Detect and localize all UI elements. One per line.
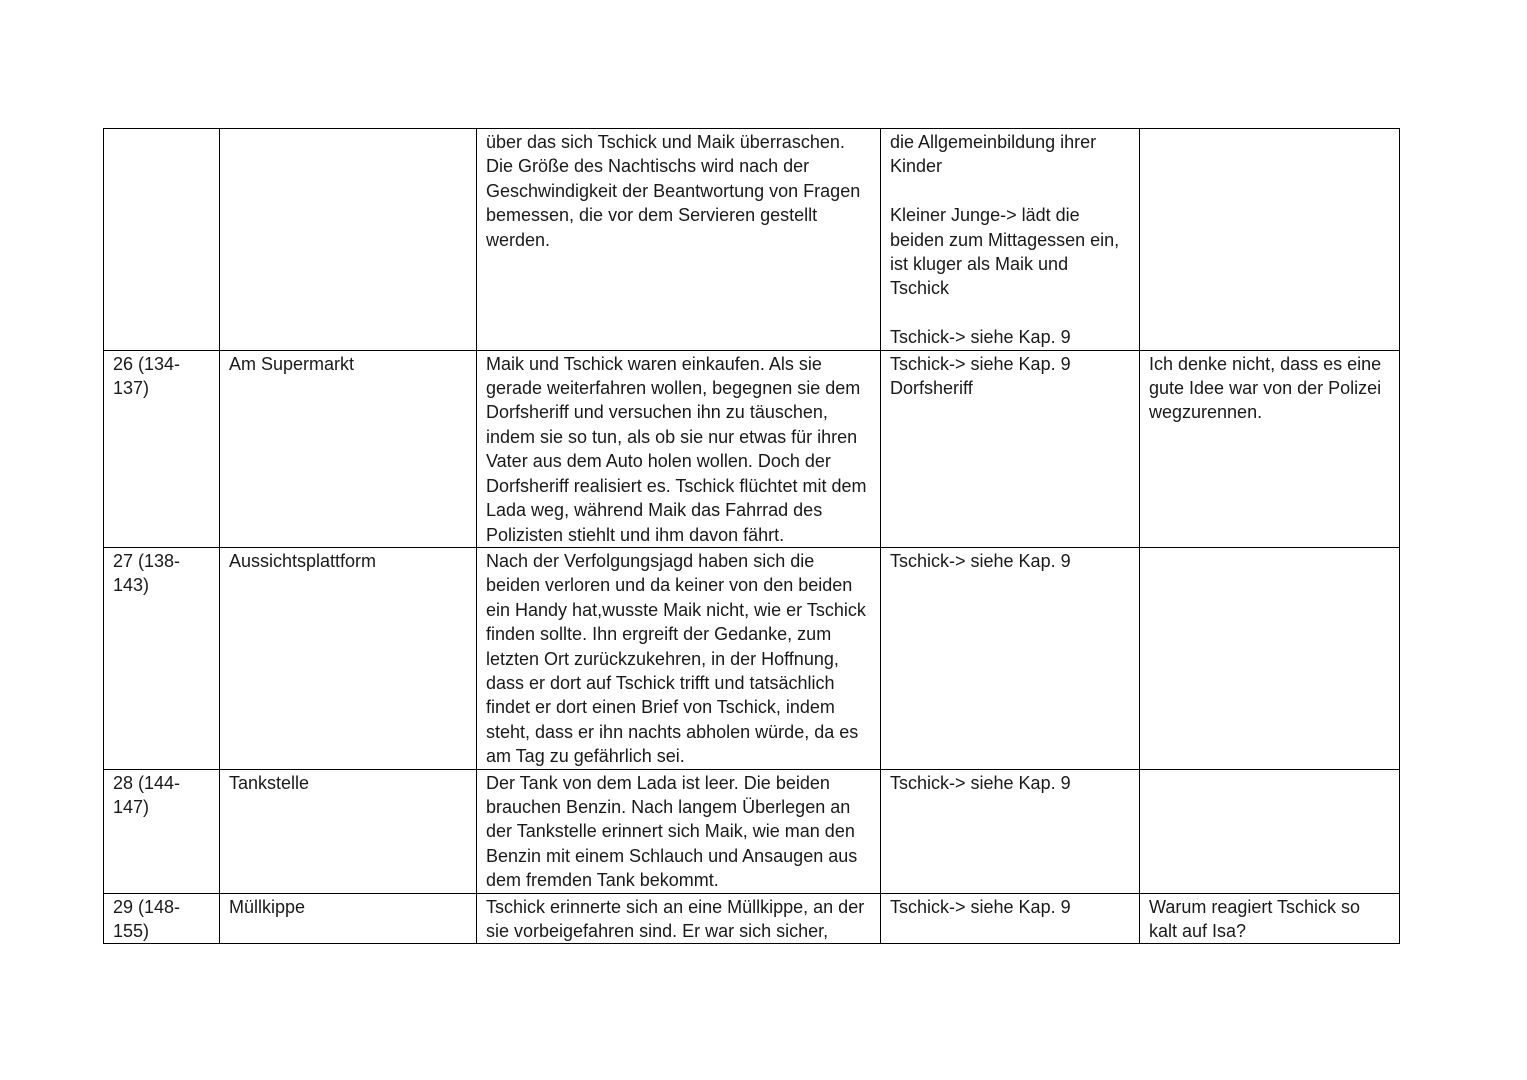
table-row bbox=[104, 350, 1400, 547]
summary-cell: Tschick erinnerte sich an eine Müllkippe, an der sie vorbeigefahren sind. Er war sich sicher, bbox=[477, 893, 881, 944]
table-row bbox=[104, 893, 1400, 944]
characters-cell: Tschick-> siehe Kap. 9 bbox=[881, 769, 1140, 893]
chapter-summary-table bbox=[103, 128, 1400, 944]
summary-cell: Maik und Tschick waren einkaufen. Als sie gerade weiterfahren wollen, begegnen sie dem Dorfsheriff und versuchen ihn zu täuschen, indem sie so tun, als ob sie nur etwas für ihren Vater aus dem Auto holen wollen. Doch der Dorfsheriff realisiert es. Tschick flüchtet mit dem Lada weg, während Maik das Fahrrad des Polizisten stiehlt und ihm davon fährt. bbox=[477, 350, 881, 547]
document-page bbox=[103, 128, 1399, 944]
characters-cell: Tschick-> siehe Kap. 9 bbox=[881, 547, 1140, 769]
comment-cell: Warum reagiert Tschick so kalt auf Isa? bbox=[1140, 893, 1400, 944]
characters-cell: Tschick-> siehe Kap. 9 bbox=[881, 893, 1140, 944]
comment-cell bbox=[1140, 769, 1400, 893]
chapter-cell: 26 (134- 137) bbox=[104, 350, 220, 547]
characters-cell: die Allgemeinbildung ihrer Kinder Kleiner Junge-> lädt die beiden zum Mittagessen ein, ist kluger als Maik und Tschick Tschick-> siehe Kap. 9 bbox=[881, 129, 1140, 351]
chapter-cell: 27 (138- 143) bbox=[104, 547, 220, 769]
summary-cell: über das sich Tschick und Maik überraschen. Die Größe des Nachtischs wird nach der Geschwindigkeit der Beantwortung von Fragen bemessen, die vor dem Servieren gestellt werden. bbox=[477, 129, 881, 351]
chapter-cell bbox=[104, 129, 220, 351]
comment-cell bbox=[1140, 129, 1400, 351]
table-row bbox=[104, 769, 1400, 893]
place-cell bbox=[220, 129, 477, 351]
comment-cell bbox=[1140, 547, 1400, 769]
table-row bbox=[104, 547, 1400, 769]
comment-cell: Ich denke nicht, dass es eine gute Idee war von der Polizei wegzurennen. bbox=[1140, 350, 1400, 547]
chapter-cell: 28 (144- 147) bbox=[104, 769, 220, 893]
place-cell: Müllkippe bbox=[220, 893, 477, 944]
place-cell: Tankstelle bbox=[220, 769, 477, 893]
place-cell: Aussichtsplattform bbox=[220, 547, 477, 769]
summary-cell: Der Tank von dem Lada ist leer. Die beiden brauchen Benzin. Nach langem Überlegen an der Tankstelle erinnert sich Maik, wie man den Benzin mit einem Schlauch und Ansaugen aus dem fremden Tank bekommt. bbox=[477, 769, 881, 893]
place-cell: Am Supermarkt bbox=[220, 350, 477, 547]
summary-cell: Nach der Verfolgungsjagd haben sich die beiden verloren und da keiner von den beiden ein Handy hat,wusste Maik nicht, wie er Tschick finden sollte. Ihn ergreift der Gedanke, zum letzten Ort zurückzukehren, in der Hoffnung, dass er dort auf Tschick trifft und tatsächlich findet er dort einen Brief von Tschick, indem steht, dass er ihn nachts abholen würde, da es am Tag zu gefährlich sei. bbox=[477, 547, 881, 769]
table-row bbox=[104, 129, 1400, 351]
chapter-cell: 29 (148- 155) bbox=[104, 893, 220, 944]
characters-cell: Tschick-> siehe Kap. 9 Dorfsheriff bbox=[881, 350, 1140, 547]
